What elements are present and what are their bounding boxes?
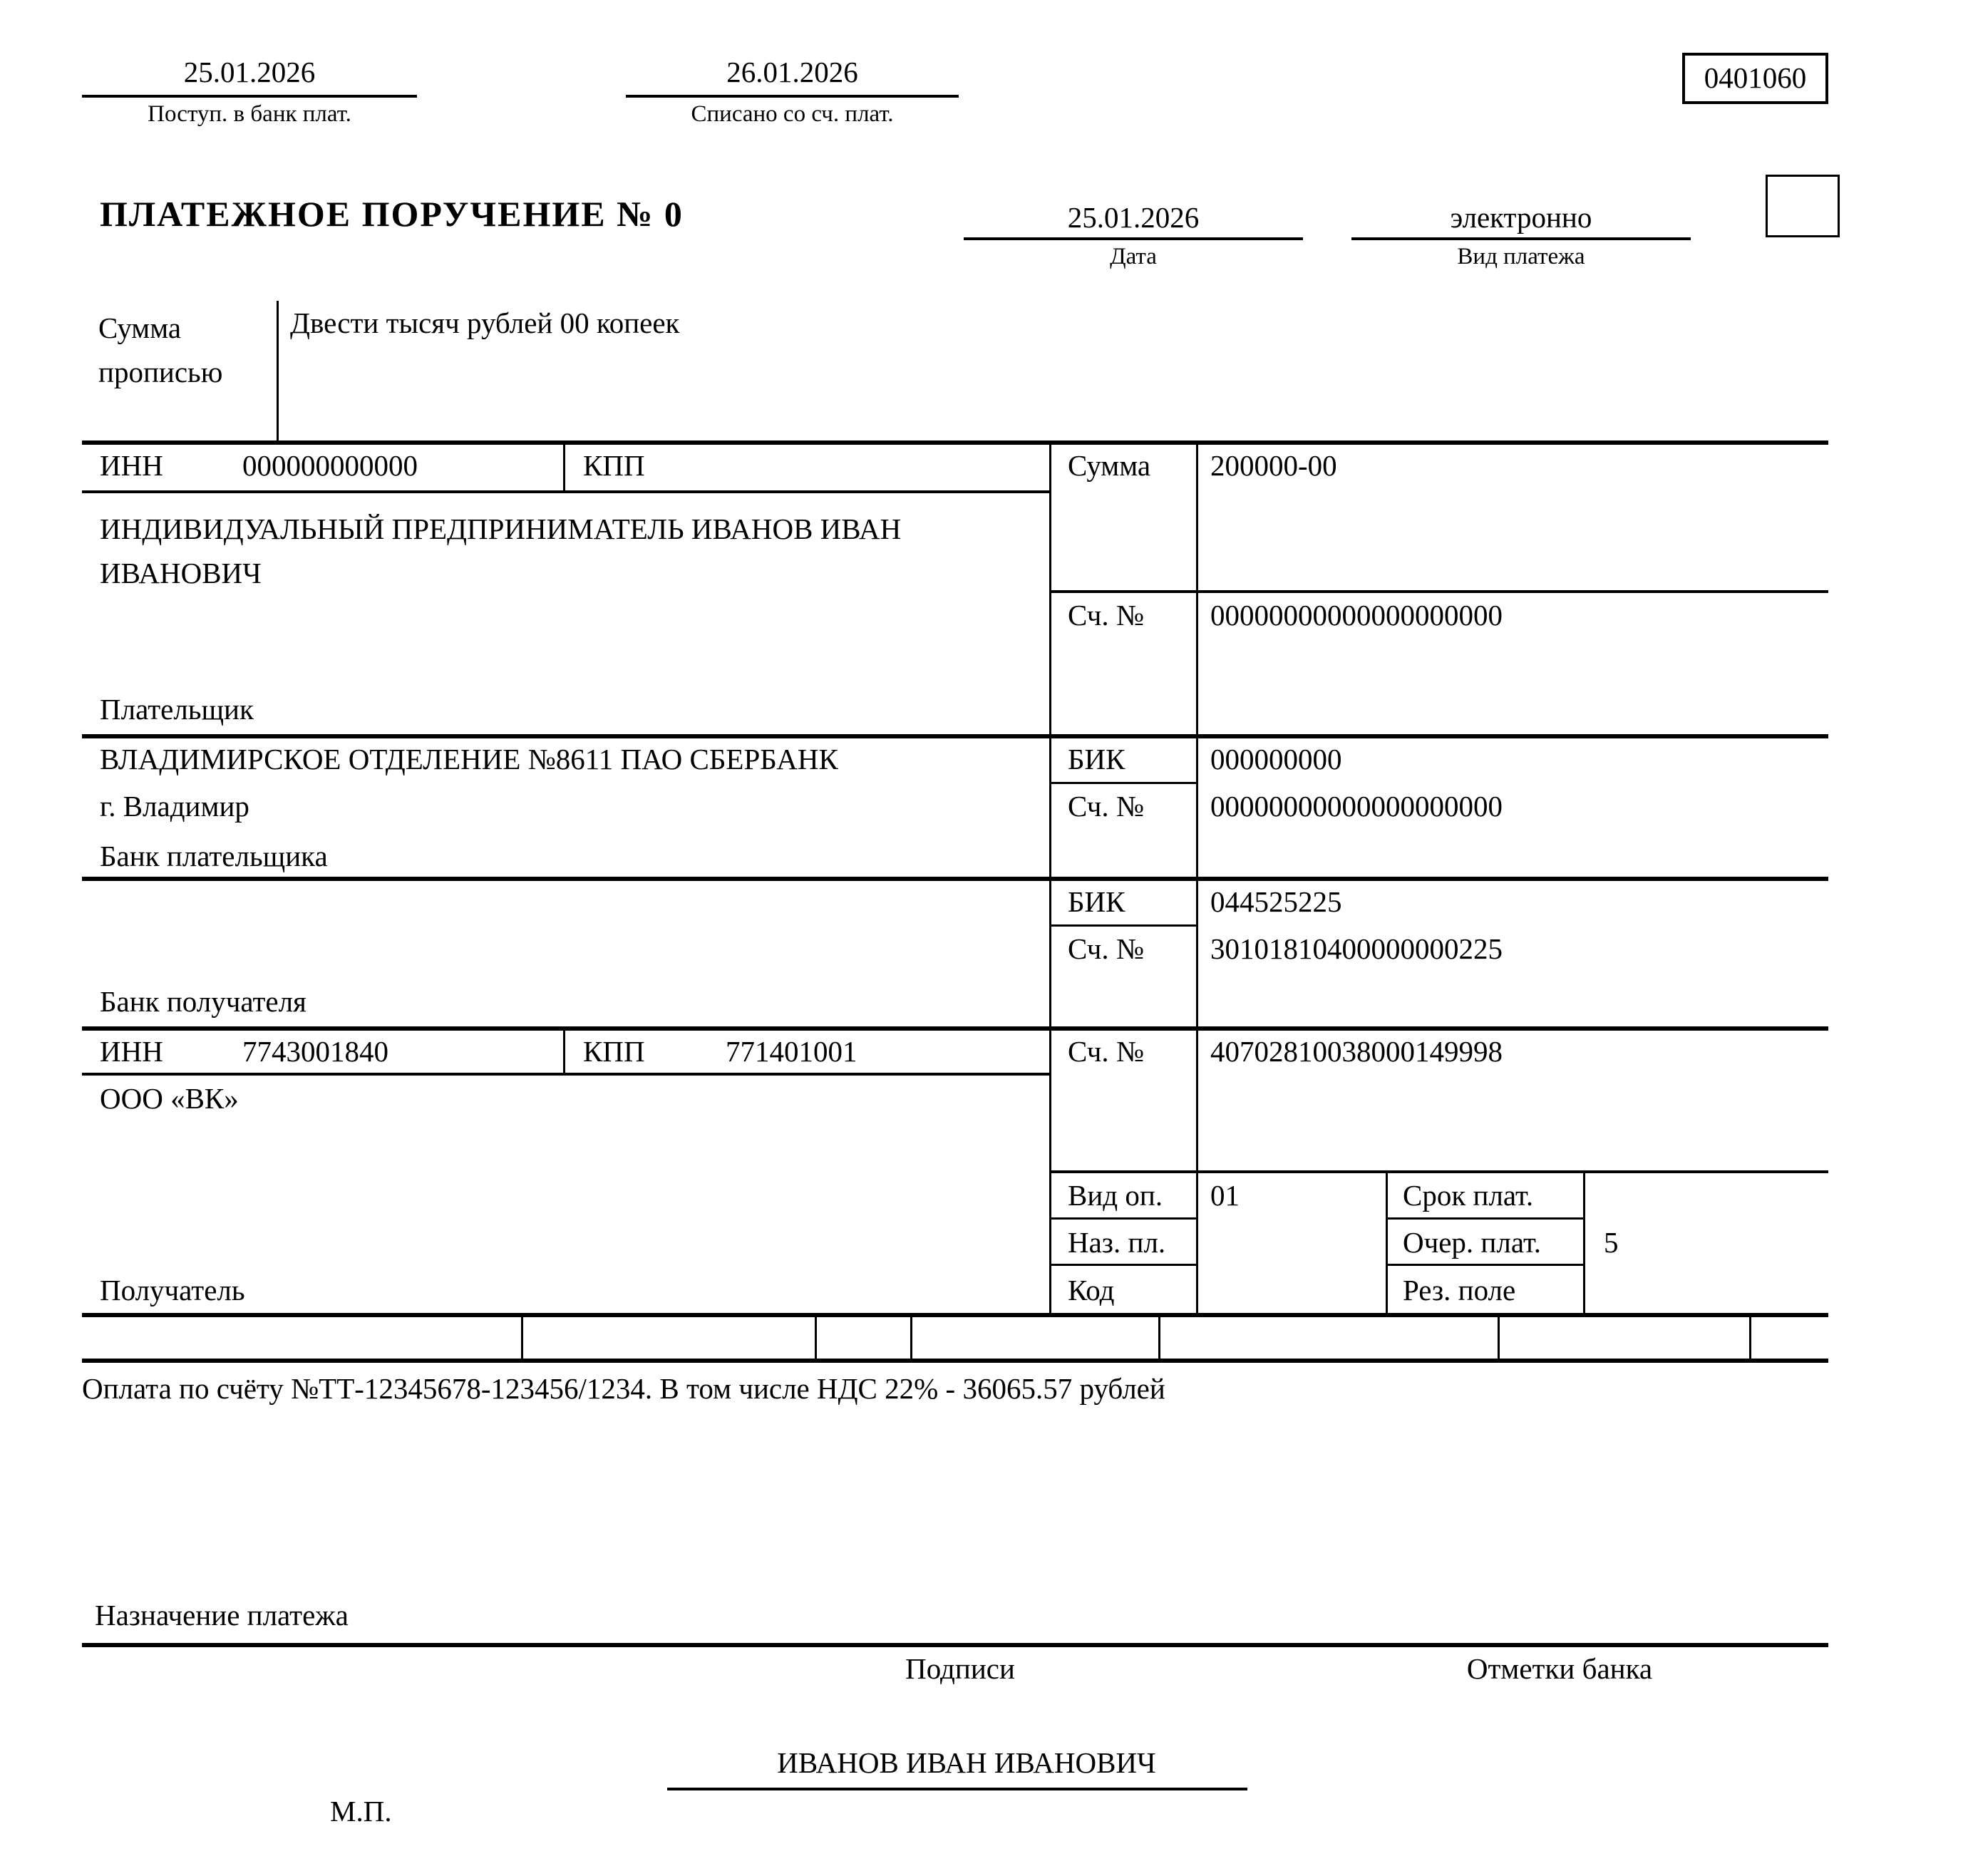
payment-kind-underline <box>1351 237 1691 240</box>
payer-bank-bik-label: БИК <box>1068 743 1125 775</box>
purpose-section-bottom-line <box>82 1643 1828 1647</box>
payer-inn-label: ИНН <box>100 449 163 482</box>
payer-bank-section-bottom-line <box>82 877 1828 881</box>
debited-from-account-label: Списано со сч. плат. <box>691 101 894 127</box>
payer-bank-account-value: 00000000000000000000 <box>1210 790 1503 823</box>
payer-inn-value: 000000000000 <box>242 449 418 482</box>
payer-inn-kpp-divider <box>563 440 565 490</box>
payer-bank-name: ВЛАДИМИРСКОЕ ОТДЕЛЕНИЕ №8611 ПАО СБЕРБАНК <box>100 743 838 775</box>
amount-in-words-label: Сумма прописью <box>98 311 223 388</box>
op-type-label: Вид оп. <box>1068 1179 1163 1212</box>
payee-bank-section-bottom-line <box>82 1026 1828 1031</box>
signature-underline <box>667 1788 1247 1790</box>
order-date-underline <box>964 237 1303 240</box>
received-in-bank-label: Поступ. в банк плат. <box>148 101 351 127</box>
fields-row-divider-4 <box>1158 1313 1160 1359</box>
payer-account-label: Сч. № <box>1068 599 1145 632</box>
payer-section-bottom-line <box>82 734 1828 738</box>
payee-section-label: Получатель <box>100 1274 245 1306</box>
op-row1-divider-left <box>1049 1217 1198 1220</box>
fields-row-divider-3 <box>910 1313 912 1359</box>
fields-row-bottom-line <box>82 1359 1828 1363</box>
fields-row-top-line <box>82 1313 1828 1317</box>
payer-name: ИНДИВИДУАЛЬНЫЙ ПРЕДПРИНИМАТЕЛЬ ИВАНОВ ИВАН ИВАНОВИЧ <box>100 512 902 589</box>
order-date-label: Дата <box>1110 244 1157 269</box>
amount-in-words-value: Двести тысяч рублей 00 копеек <box>290 306 680 339</box>
payee-bank-account-label: Сч. № <box>1068 932 1145 965</box>
payee-bank-bik-cell-bottom <box>1049 924 1198 927</box>
signatures-label: Подписи <box>905 1652 1015 1685</box>
payee-bank-section-label: Банк получателя <box>100 985 306 1018</box>
payee-kpp-value: 771401001 <box>726 1035 857 1068</box>
due-date-label: Срок плат. <box>1403 1179 1534 1212</box>
op-type-value: 01 <box>1210 1179 1240 1212</box>
amount-account-divider-line <box>1049 590 1828 593</box>
bank-marks-label: Отметки банка <box>1466 1652 1653 1685</box>
fields-row-divider-1 <box>521 1313 523 1359</box>
fields-row-divider-2 <box>815 1313 817 1359</box>
received-date-underline <box>82 95 417 98</box>
payee-inn-value: 7743001840 <box>242 1035 388 1068</box>
payee-account-value: 40702810038000149998 <box>1210 1035 1503 1068</box>
form-code: 0401060 <box>1704 61 1807 94</box>
priority-value: 5 <box>1604 1226 1619 1259</box>
payment-kind-value: электронно <box>1450 201 1592 234</box>
received-in-bank-date: 25.01.2026 <box>183 56 316 88</box>
amount-value: 200000-00 <box>1210 449 1337 482</box>
reserve-field-label: Рез. поле <box>1403 1274 1516 1306</box>
amount-label: Сумма <box>1068 449 1151 482</box>
payer-inn-row-bottom-line <box>82 490 1049 493</box>
payer-kpp-label: КПП <box>583 449 645 482</box>
document-title: ПЛАТЕЖНОЕ ПОРУЧЕНИЕ № 0 <box>100 194 684 234</box>
payee-bank-bik-value: 044525225 <box>1210 885 1342 918</box>
signature-name: ИВАНОВ ИВАН ИВАНОВИЧ <box>777 1746 1156 1779</box>
purpose-code-label: Наз. пл. <box>1068 1226 1166 1259</box>
payer-section-label: Плательщик <box>100 693 254 726</box>
payment-purpose-text: Оплата по счёту №ТТ-12345678-123456/1234. В том числе НДС 22% - 36065.57 рублей <box>82 1372 1165 1405</box>
payer-account-value: 00000000000000000000 <box>1210 599 1503 632</box>
table-top-line <box>82 440 1828 445</box>
payment-kind-label: Вид платежа <box>1457 244 1585 269</box>
op-row1-divider-right <box>1386 1217 1585 1220</box>
payee-kpp-label: КПП <box>583 1035 645 1068</box>
payment-purpose-label: Назначение платежа <box>95 1599 349 1632</box>
op-block-top-line <box>1049 1170 1828 1173</box>
payee-account-label: Сч. № <box>1068 1035 1145 1068</box>
payee-inn-label: ИНН <box>100 1035 163 1068</box>
form-code-box <box>1682 53 1828 104</box>
op-row2-divider-left <box>1049 1264 1198 1266</box>
debited-date-underline <box>626 95 959 98</box>
amount-words-divider <box>277 301 279 440</box>
payer-bank-city: г. Владимир <box>100 790 249 823</box>
payee-inn-row-bottom-line <box>82 1073 1049 1076</box>
priority-label: Очер. плат. <box>1403 1226 1542 1259</box>
payee-name: ООО «ВК» <box>100 1082 239 1115</box>
code-label: Код <box>1068 1274 1115 1306</box>
stamp-place-label: М.П. <box>330 1795 392 1828</box>
priority-checkbox-box <box>1766 175 1840 237</box>
payee-inn-kpp-divider <box>563 1026 565 1073</box>
op-block-col2-right-line <box>1583 1170 1585 1313</box>
payee-bank-bik-label: БИК <box>1068 885 1125 918</box>
payer-bank-bik-value: 000000000 <box>1210 743 1342 775</box>
payer-bank-bik-cell-bottom <box>1049 782 1198 784</box>
order-date-value: 25.01.2026 <box>1067 201 1200 234</box>
fields-row-divider-5 <box>1498 1313 1500 1359</box>
payer-bank-section-label: Банк плательщика <box>100 840 328 872</box>
payee-bank-account-value: 30101810400000000225 <box>1210 932 1503 965</box>
op-block-col2-left-line <box>1386 1170 1388 1313</box>
op-row2-divider-right <box>1386 1264 1585 1266</box>
payer-bank-account-label: Сч. № <box>1068 790 1145 823</box>
fields-row-divider-6 <box>1749 1313 1751 1359</box>
debited-from-account-date: 26.01.2026 <box>726 56 858 88</box>
